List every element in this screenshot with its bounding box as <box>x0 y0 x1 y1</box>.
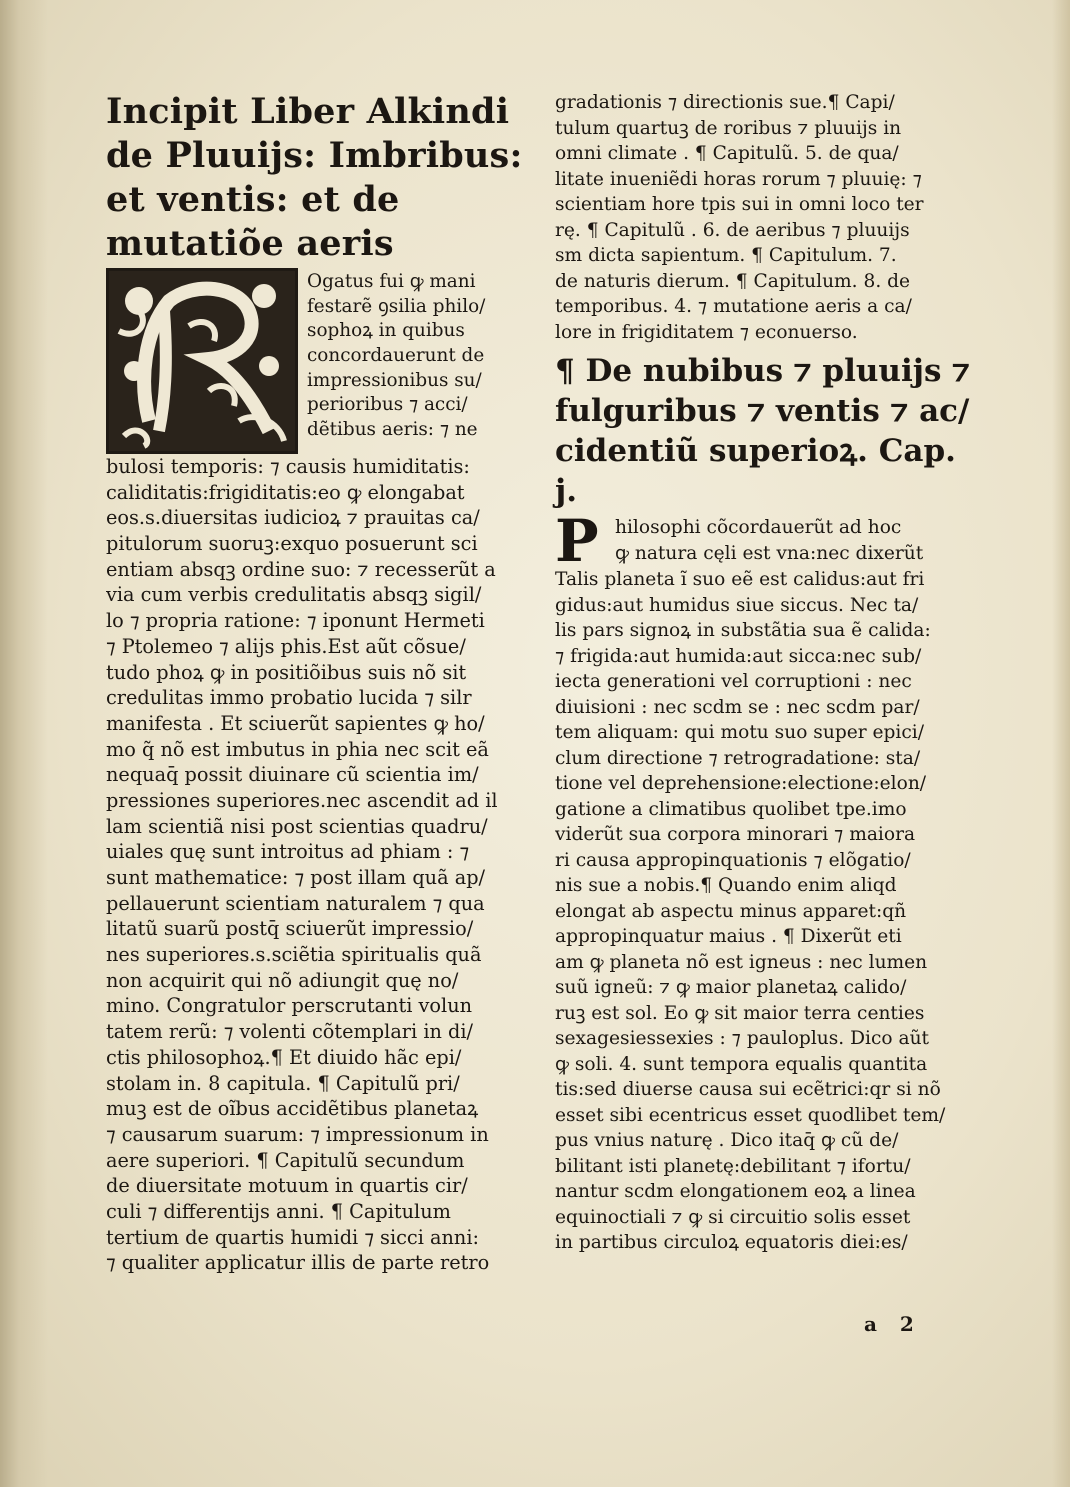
text-line: pus vnius naturę . Dico itaq̄ ꝙ cũ de/ <box>555 1130 899 1151</box>
text-line: dẽtibus aeris: ⁊ ne <box>307 419 478 441</box>
text-line: gradationis ⁊ directionis sue.¶ Capi/ <box>555 92 895 113</box>
text-line: elongat ab aspectu minus apparet:qñ <box>555 900 907 922</box>
text-line: concordauerunt de <box>307 345 485 367</box>
text-line: tione vel deprehensione:electione:elon/ <box>555 773 927 794</box>
chapter-opening <box>555 507 983 575</box>
text-line: temporibus. 4. ⁊ mutatione aeris a ca/ <box>555 296 912 317</box>
text-line: lo ⁊ propria ratione: ⁊ iponunt Hermeti <box>106 609 485 633</box>
text-line: ctis philosophoꝝ.¶ Et diuido hãc epi/ <box>106 1045 462 1069</box>
text-line: tertium de quartis humidi ⁊ sicci anni: <box>106 1225 479 1249</box>
text-line: tis:sed diuerse causa sui ecẽtrici:qr si nõ <box>555 1079 941 1100</box>
text-line: nantur scdm elongationem eoꝝ a linea <box>555 1181 916 1202</box>
page-edge <box>1052 0 1070 1487</box>
text-line: ruꝫ est sol. Eo ꝙ sit maior terra centies <box>555 1002 925 1024</box>
text-line: appropinquatur maius . ¶ Dixerũt eti <box>555 926 902 947</box>
text-line: litate inueniẽdi horas rorum ⁊ pluuię: ⁊ <box>555 168 922 190</box>
text-line: ꝙ natura cęli est vna:nec dixerũt <box>615 542 924 564</box>
text-line: pitulorum suoruꝫ:exquo posuerunt sci <box>106 532 478 556</box>
text-line: mino. Congratulor perscrutanti volun <box>106 994 473 1018</box>
text-line: caliditatis:frigiditatis:eo ꝙ elongabat <box>106 480 465 504</box>
left-column <box>106 90 524 1276</box>
text-line: sunt mathematice: ⁊ post illam quã ap/ <box>106 866 486 889</box>
text-line: clum directione ⁊ retrogradatione: sta/ <box>555 747 921 769</box>
text-line: omni climate . ¶ Capitulũ. 5. de qua/ <box>555 143 899 164</box>
text-line: viderũt sua corpora minorari ⁊ maiora <box>555 824 916 845</box>
text-line: gatione a climatibus quolibet tpe.imo <box>555 798 907 820</box>
text-line: sm dicta sapientum. ¶ Capitulum. 7. <box>555 245 897 266</box>
text-line: impressionibus su/ <box>307 369 482 391</box>
chapter-heading: ¶ De nubibus ⁊ pluuijs ⁊ fulguribus ⁊ ventis ⁊ ac/ cidentiũ superioꝝ. Cap. j. <box>555 353 970 509</box>
text-line: Ogatus fui ꝙ mani <box>307 271 476 292</box>
text-line: non acquirit qui nõ adiungit quę no/ <box>106 968 459 992</box>
text-line: perioribus ⁊ acci/ <box>307 394 468 416</box>
right-body-text-top <box>555 90 983 345</box>
text-line: litatũ suarũ postq̄ sciuerũt impressio/ <box>106 917 474 941</box>
text-line: culi ⁊ differentijs anni. ¶ Capitulum <box>106 1199 451 1223</box>
text-line: ⁊ causarum suarum: ⁊ impressionum in <box>106 1122 489 1146</box>
text-line: tatem rerũ: ⁊ volenti cõtemplari in di/ <box>106 1020 474 1044</box>
text-line: rę. ¶ Capitulũ . 6. de aeribus ⁊ pluuijs <box>555 219 910 241</box>
text-line: tulum quartuꝫ de roribus ⁊ pluuijs in <box>555 117 902 139</box>
drop-cap-lines <box>307 268 524 454</box>
text-line: lore in frigiditatem ⁊ econuerso. <box>555 321 858 343</box>
text-line: ⁊ frigida:aut humida:aut sicca:nec sub/ <box>555 645 922 667</box>
text-line: ꝙ soli. 4. sunt tempora equalis quantita <box>555 1053 928 1075</box>
text-line: aere superiori. ¶ Capitulũ secundum <box>106 1148 465 1172</box>
text-line: tudo phoꝝ ꝙ in positiõibus suis nõ sit <box>106 660 467 684</box>
text-line: de diuersitate motuum in quartis cir/ <box>106 1174 468 1198</box>
text-line: in partibus circuloꝝ equatoris diei:es/ <box>555 1232 908 1253</box>
text-line: iecta generationi vel corruptioni : nec <box>555 671 912 692</box>
text-line: credulitas immo probatio lucida ⁊ silr <box>106 686 472 710</box>
text-line: via cum verbis credulitatis absqꝫ sigil/ <box>106 583 482 607</box>
text-line: Talis planeta ĩ suo eẽ est calidus:aut fri <box>555 569 925 590</box>
text-line: sophoꝝ in quibus <box>307 320 465 342</box>
signature-mark: a 2 <box>864 1312 922 1336</box>
opening-paragraph <box>106 268 524 454</box>
text-line: nes superiores.s.sciẽtia spiritualis quã <box>106 943 482 967</box>
text-line: sexagesiessexies : ⁊ pauloplus. Dico aũt <box>555 1028 930 1049</box>
text-line: mo q̃ nõ est imbutus in phia nec scit eã <box>106 737 489 761</box>
decorated-initial-r-icon <box>106 268 298 454</box>
text-line: scientiam hore tpis sui in omni loco ter <box>555 194 924 215</box>
text-line: esset sibi ecentricus esset quodlibet tem/ <box>555 1104 946 1126</box>
left-body-text <box>106 454 524 1276</box>
text-line: festarẽ ꝯsilia philo/ <box>307 295 486 317</box>
text-line: bulosi temporis: ⁊ causis humiditatis: <box>106 455 470 478</box>
text-line: nis sue a nobis.¶ Quando enim aliqd <box>555 875 897 896</box>
text-line: diuisioni : nec scdm se : nec scdm par/ <box>555 696 920 718</box>
initial-letter-p: P <box>555 507 599 575</box>
text-line: pellauerunt scientiam naturalem ⁊ qua <box>106 891 485 915</box>
text-line: manifesta . Et sciuerũt sapientes ꝙ ho/ <box>106 711 485 735</box>
right-column <box>555 90 983 1256</box>
page-title: Incipit Liber Alkindi de Pluuijs: Imbribus: et ventis: et de mutatiõe aeris <box>106 91 523 264</box>
text-line: am ꝙ planeta nõ est igneus : nec lumen <box>555 951 928 973</box>
right-body-text <box>555 567 983 1256</box>
text-line: hilosophi cõcordauerũt ad hoc <box>615 517 902 538</box>
text-line: tem aliquam: qui motu suo super epici/ <box>555 722 925 743</box>
text-line: de naturis dierum. ¶ Capitulum. 8. de <box>555 270 911 292</box>
text-line: muꝫ est de oĩbus accidẽtibus planetaꝝ <box>106 1097 479 1121</box>
text-line: ⁊ qualiter applicatur illis de parte retro <box>106 1251 490 1275</box>
initial-lines <box>615 515 983 567</box>
text-line: uiales quę sunt introitus ad phiam : ⁊ <box>106 840 470 864</box>
text-line: eos.s.diuersitas iudicioꝝ ⁊ prauitas ca/ <box>106 506 480 530</box>
text-line: bilitant isti planetę:debilitant ⁊ ifortu/ <box>555 1155 911 1177</box>
text-line: lis pars signoꝝ in substãtia sua ẽ calida: <box>555 620 931 641</box>
text-line: suũ igneũ: ⁊ ꝙ maior planetaꝝ calido/ <box>555 977 907 998</box>
text-line: entiam absqꝫ ordine suo: ⁊ recesserũt a <box>106 557 496 581</box>
text-line: nequaq̄ possit diuinare cũ scientia im/ <box>106 763 479 787</box>
text-line: stolam in. 8 capitula. ¶ Capitulũ pri/ <box>106 1071 460 1095</box>
text-line: ri causa appropinquationis ⁊ elõgatio/ <box>555 849 911 871</box>
text-line: gidus:aut humidus siue siccus. Nec ta/ <box>555 594 919 616</box>
text-line: lam scientiã nisi post scientias quadru/ <box>106 814 488 838</box>
text-line: pressiones superiores.nec ascendit ad il <box>106 788 498 812</box>
text-line: equinoctiali ⁊ ꝙ si circuitio solis esset <box>555 1206 911 1228</box>
text-line: ⁊ Ptolemeo ⁊ alijs phis.Est aũt cõsue/ <box>106 634 466 658</box>
page-gutter <box>0 0 48 1487</box>
